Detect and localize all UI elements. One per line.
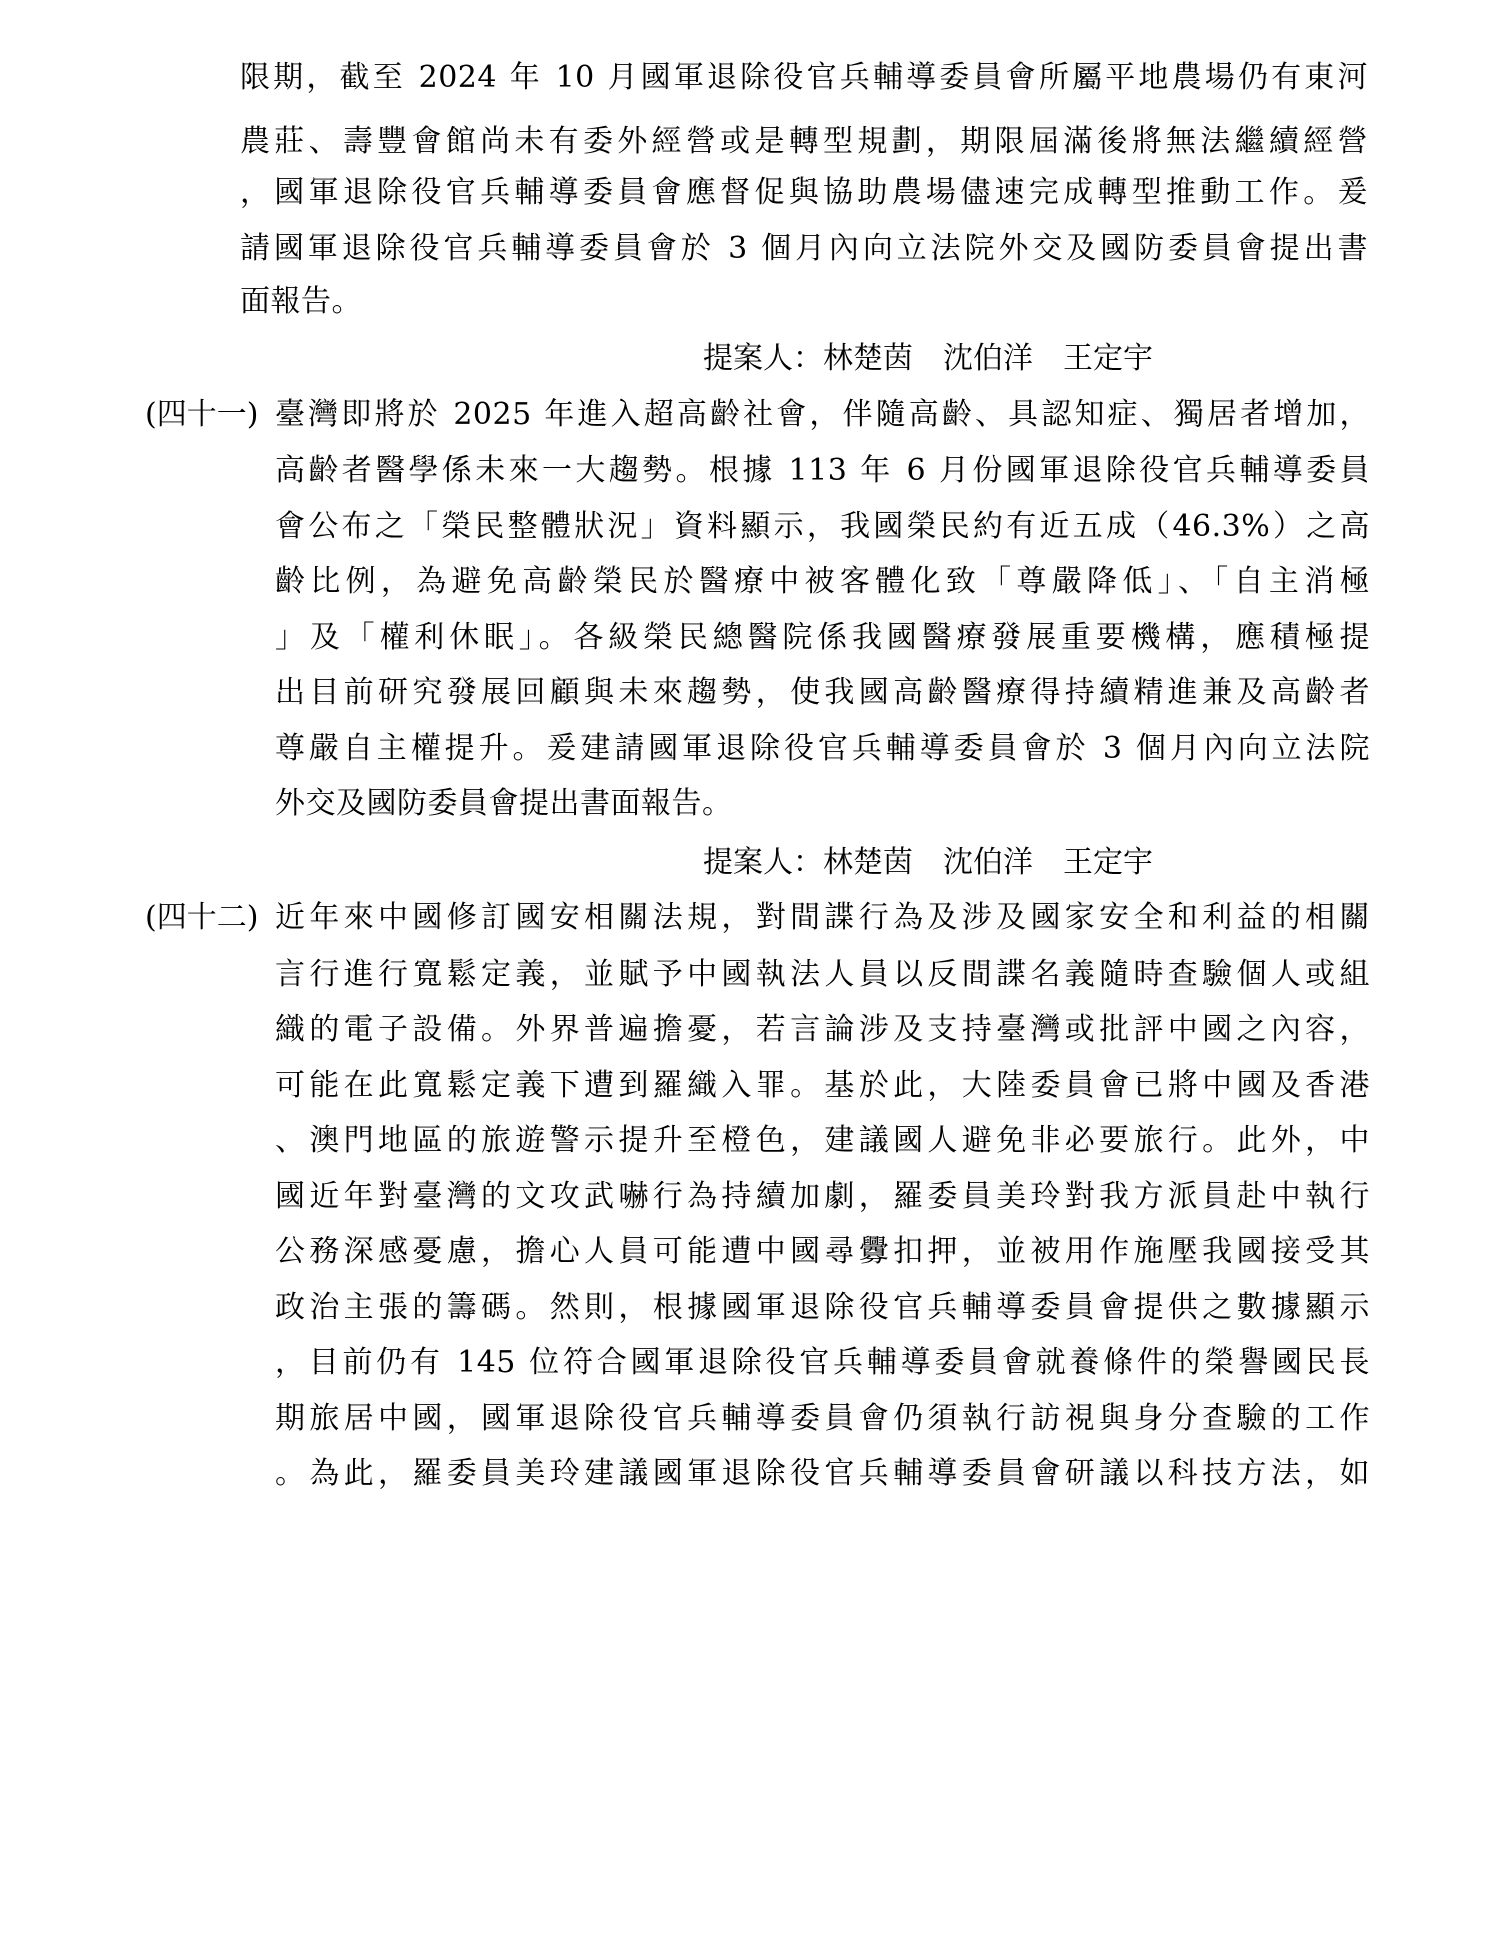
paragraph-line: 請國軍退除役官兵輔導委員會於 3 個月內向立法院外交及國防委員會提出書 xyxy=(240,231,1368,266)
paragraph-line: 尊嚴自主權提升。爰建請國軍退除役官兵輔導委員會於 3 個月內向立法院 xyxy=(275,731,1370,766)
paragraph-line: 臺灣即將於 2025 年進入超高齡社會，伴隨高齡、具認知症、獨居者增加， xyxy=(275,397,1370,432)
paragraph-line: 言行進行寬鬆定義，並賦予中國執法人員以反間諜名義隨時查驗個人或組 xyxy=(275,957,1370,992)
paragraph-line: 。為此，羅委員美玲建議國軍退除役官兵輔導委員會研議以科技方法，如 xyxy=(275,1456,1370,1491)
paragraph-line: 近年來中國修訂國安相關法規，對間諜行為及涉及國家安全和利益的相關 xyxy=(275,900,1370,935)
paragraph-line: 政治主張的籌碼。然則，根據國軍退除役官兵輔導委員會提供之數據顯示 xyxy=(275,1290,1370,1325)
paragraph-line: 外交及國防委員會提出書面報告。 xyxy=(275,786,733,821)
paragraph-line: 限期，截至 2024 年 10 月國軍退除役官兵輔導委員會所屬平地農場仍有東河 xyxy=(240,60,1368,95)
paragraph-line: 可能在此寬鬆定義下遭到羅織入罪。基於此，大陸委員會已將中國及香港 xyxy=(275,1068,1370,1103)
paragraph-line: 面報告。 xyxy=(240,284,362,319)
proposer-line: 提案人：林楚茵 沈伯洋 王定宇 xyxy=(703,341,1153,376)
paragraph-line: 、澳門地區的旅遊警示提升至橙色，建議國人避免非必要旅行。此外，中 xyxy=(275,1123,1370,1158)
paragraph-line: 高齡者醫學係未來一大趨勢。根據 113 年 6 月份國軍退除役官兵輔導委員 xyxy=(275,453,1370,488)
paragraph-line: 出目前研究發展回顧與未來趨勢，使我國高齡醫療得持續精進兼及高齡者 xyxy=(275,675,1370,710)
paragraph-line: 會公布之「榮民整體狀況」資料顯示，我國榮民約有近五成（46.3%）之高 xyxy=(275,509,1370,544)
item-number: (四十二) xyxy=(145,900,259,935)
paragraph-line: 期旅居中國，國軍退除役官兵輔導委員會仍須執行訪視與身分查驗的工作 xyxy=(275,1401,1370,1436)
paragraph-line: 公務深感憂慮，擔心人員可能遭中國尋釁扣押，並被用作施壓我國接受其 xyxy=(275,1234,1370,1269)
paragraph-line: 」及「權利休眠」。各級榮民總醫院係我國醫療發展重要機構，應積極提 xyxy=(275,620,1370,655)
proposer-line: 提案人：林楚茵 沈伯洋 王定宇 xyxy=(703,845,1153,880)
paragraph-line: 織的電子設備。外界普遍擔憂，若言論涉及支持臺灣或批評中國之內容， xyxy=(275,1012,1370,1047)
paragraph-line: 國近年對臺灣的文攻武嚇行為持續加劇，羅委員美玲對我方派員赴中執行 xyxy=(275,1179,1370,1214)
paragraph-line: 農莊、壽豐會館尚未有委外經營或是轉型規劃，期限屆滿後將無法繼續經營 xyxy=(240,124,1368,159)
paragraph-line: ，目前仍有 145 位符合國軍退除役官兵輔導委員會就養條件的榮譽國民長 xyxy=(275,1345,1370,1380)
paragraph-line: 齡比例，為避免高齡榮民於醫療中被客體化致「尊嚴降低」、「自主消極 xyxy=(275,564,1370,599)
paragraph-line: ，國軍退除役官兵輔導委員會應督促與協助農場儘速完成轉型推動工作。爰 xyxy=(240,175,1368,210)
item-number: (四十一) xyxy=(145,397,259,432)
